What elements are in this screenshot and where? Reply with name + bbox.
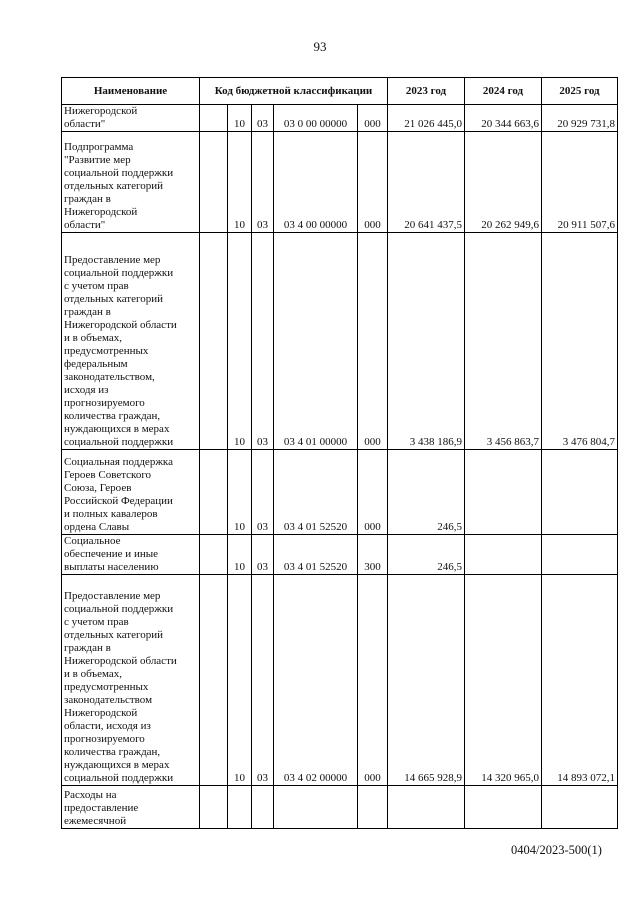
document-id: 0404/2023-500(1)	[511, 843, 602, 857]
table-row	[62, 450, 618, 535]
code-expense-type-text: 000	[364, 118, 381, 130]
row-name-text: Нижегородской области"	[64, 105, 138, 130]
code-section-text: 10	[234, 118, 245, 130]
value-2024	[465, 132, 542, 233]
value-2023-text: 246,5	[437, 521, 462, 533]
header-2025: 2025 год	[542, 78, 618, 105]
row-name	[62, 535, 200, 575]
value-2023-text: 20 641 437,5	[404, 219, 462, 231]
code-section	[228, 786, 252, 829]
table-row	[62, 132, 618, 233]
value-2024	[465, 786, 542, 829]
code-subsection	[252, 575, 274, 786]
code-subsection	[252, 105, 274, 132]
value-2024-text: 20 344 663,6	[481, 118, 539, 130]
code-target	[274, 132, 358, 233]
code-subsection-text: 03	[257, 521, 268, 533]
code-subsection-text: 03	[257, 561, 268, 573]
value-2025	[542, 132, 618, 233]
value-2024	[465, 535, 542, 575]
table-row	[62, 575, 618, 786]
value-2023	[388, 233, 465, 450]
value-2024	[465, 233, 542, 450]
value-2025	[542, 535, 618, 575]
code-target-text: 03 4 00 00000	[283, 219, 348, 231]
code-target-text: 03 4 02 00000	[283, 772, 348, 784]
value-2025	[542, 233, 618, 450]
value-2023	[388, 132, 465, 233]
code-subsection-text: 03	[257, 219, 268, 231]
value-2025	[542, 575, 618, 786]
code-target-text: 03 4 01 52520	[283, 561, 348, 573]
code-section	[228, 233, 252, 450]
table-row	[62, 535, 618, 575]
value-2025	[542, 105, 618, 132]
row-name	[62, 450, 200, 535]
code-subsection-text: 03	[257, 772, 268, 784]
value-2024	[465, 105, 542, 132]
code-expense-type	[358, 786, 388, 829]
code-section-text: 10	[234, 561, 245, 573]
row-name-text: Социальное обеспечение и иные выплаты населению	[64, 535, 159, 573]
code-subsection-text: 03	[257, 436, 268, 448]
value-2025-text: 14 893 072,1	[557, 772, 615, 784]
code-target	[274, 575, 358, 786]
code-expense-type	[358, 105, 388, 132]
code-blank	[200, 786, 228, 829]
code-section	[228, 450, 252, 535]
value-2023-text: 246,5	[437, 561, 462, 573]
code-expense-type-text: 300	[364, 561, 381, 573]
value-2024-text: 14 320 965,0	[481, 772, 539, 784]
budget-table	[61, 77, 618, 829]
code-section-text: 10	[234, 219, 245, 231]
code-subsection	[252, 535, 274, 575]
code-expense-type	[358, 450, 388, 535]
value-2024	[465, 575, 542, 786]
code-target	[274, 233, 358, 450]
code-section-text: 10	[234, 521, 245, 533]
row-name	[62, 105, 200, 132]
code-subsection-text: 03	[257, 118, 268, 130]
row-name	[62, 233, 200, 450]
value-2025-text: 3 476 804,7	[562, 436, 615, 448]
value-2023	[388, 105, 465, 132]
code-section	[228, 535, 252, 575]
row-name	[62, 575, 200, 786]
code-expense-type	[358, 233, 388, 450]
row-name-text: Подпрограмма "Развитие мер социальной поддержки отдельных категорий граждан в Нижегородской области"	[64, 141, 174, 231]
value-2023-text: 21 026 445,0	[404, 118, 462, 130]
code-expense-type	[358, 535, 388, 575]
code-blank	[200, 575, 228, 786]
code-blank	[200, 233, 228, 450]
value-2025	[542, 786, 618, 829]
code-target-text: 03 4 01 52520	[283, 521, 348, 533]
code-expense-type-text: 000	[364, 772, 381, 784]
row-name-text: Расходы на предоставление ежемесячной	[64, 789, 139, 827]
code-expense-type-text: 000	[364, 521, 381, 533]
value-2023	[388, 535, 465, 575]
value-2023	[388, 450, 465, 535]
row-name	[62, 132, 200, 233]
header-2024: 2024 год	[465, 78, 542, 105]
table-row	[62, 786, 618, 829]
page-number: 93	[313, 39, 327, 54]
row-name-text: Социальная поддержка Героев Советского Союза, Героев Российской Федерации и полных кавалеров ордена Славы	[64, 456, 173, 533]
table-header-row	[62, 78, 618, 105]
value-2025-text: 20 911 507,6	[557, 219, 615, 231]
value-2024	[465, 450, 542, 535]
code-target-text: 03 4 01 00000	[283, 436, 348, 448]
header-name: Наименование	[62, 78, 200, 105]
code-target	[274, 786, 358, 829]
code-section	[228, 132, 252, 233]
header-code: Код бюджетной классификации	[200, 78, 388, 105]
header-2023: 2023 год	[388, 78, 465, 105]
row-name-text: Предоставление мер социальной поддержки с учетом прав отдельных категорий граждан в Нижегородской области и в объемах, предусмотренных законодательством Нижегородской области, исходя из прогнозируемого количества граждан, нуждающихся в мерах социальной поддержки	[64, 590, 177, 784]
value-2023-text: 3 438 186,9	[409, 436, 462, 448]
value-2023	[388, 786, 465, 829]
code-blank	[200, 535, 228, 575]
code-target	[274, 535, 358, 575]
value-2025	[542, 450, 618, 535]
row-name-text: Предоставление мер социальной поддержки с учетом прав отдельных категорий граждан в Нижегородской области и в объемах, предусмотренных федеральным законодательством, исходя из прогнозируемого количества граждан, нуждающихся в мерах социальной поддержки	[64, 254, 177, 448]
table-row	[62, 105, 618, 132]
table-row	[62, 233, 618, 450]
value-2025-text: 20 929 731,8	[557, 118, 615, 130]
code-blank	[200, 132, 228, 233]
code-target	[274, 450, 358, 535]
code-section	[228, 105, 252, 132]
code-target-text: 03 0 00 00000	[283, 118, 348, 130]
code-blank	[200, 105, 228, 132]
value-2024-text: 3 456 863,7	[486, 436, 539, 448]
value-2023-text: 14 665 928,9	[404, 772, 462, 784]
code-expense-type	[358, 132, 388, 233]
code-target	[274, 105, 358, 132]
code-section	[228, 575, 252, 786]
code-section-text: 10	[234, 772, 245, 784]
value-2024-text: 20 262 949,6	[481, 219, 539, 231]
code-subsection	[252, 132, 274, 233]
value-2023	[388, 575, 465, 786]
code-subsection	[252, 450, 274, 535]
code-subsection	[252, 786, 274, 829]
code-expense-type	[358, 575, 388, 786]
code-expense-type-text: 000	[364, 219, 381, 231]
code-expense-type-text: 000	[364, 436, 381, 448]
row-name	[62, 786, 200, 829]
code-blank	[200, 450, 228, 535]
code-section-text: 10	[234, 436, 245, 448]
code-subsection	[252, 233, 274, 450]
